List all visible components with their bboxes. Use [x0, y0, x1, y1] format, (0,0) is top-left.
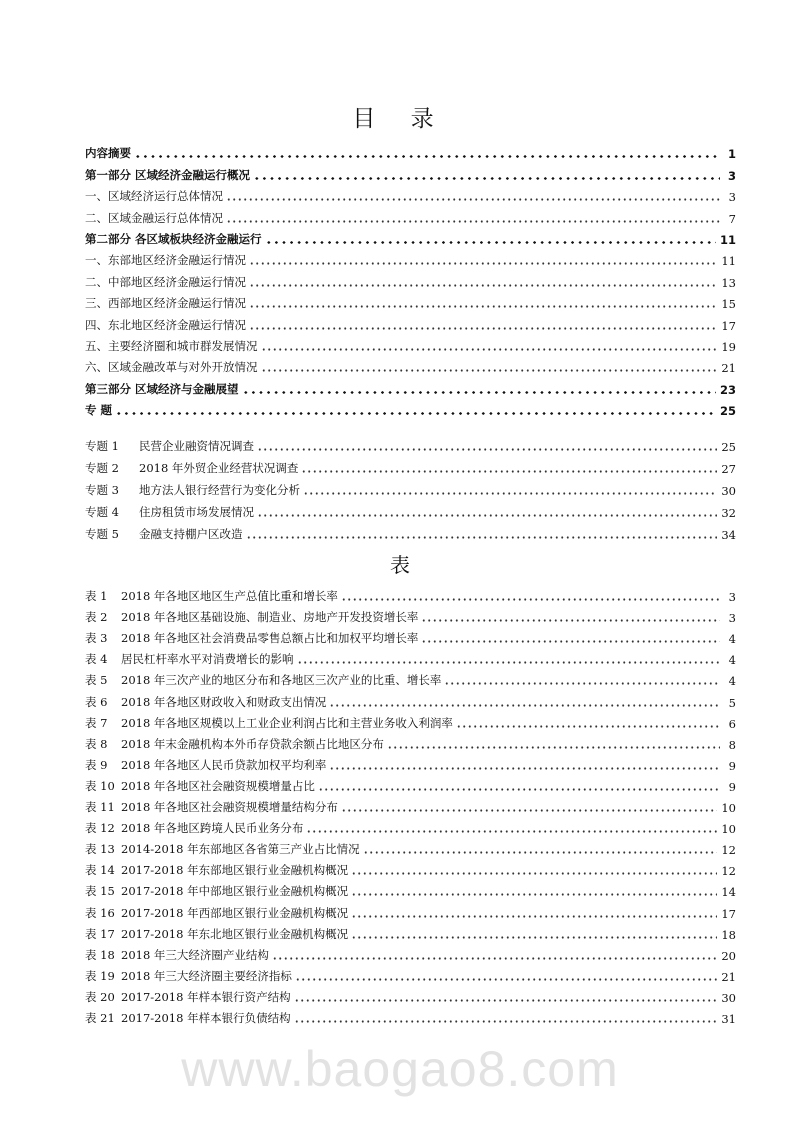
dot-leader: [387, 746, 720, 749]
entry-title: 2018 年各地区人民币贷款加权平均利率: [121, 757, 327, 772]
entry-title: 2018 年各地区社会融资规模增量占比: [121, 778, 315, 793]
toc-entry[interactable]: [85, 646, 736, 667]
dot-leader: [115, 412, 716, 415]
toc-entry[interactable]: [85, 454, 736, 476]
page-number: 4: [728, 632, 736, 647]
entry-title: 2018 年各地区社会融资规模增量结构分布: [121, 800, 338, 815]
toc-entry[interactable]: [85, 268, 736, 289]
toc-entry[interactable]: [85, 752, 736, 773]
dot-leader: [444, 682, 720, 685]
page-number: 12: [721, 864, 736, 879]
dot-leader: [242, 391, 716, 394]
entry-number: 表 2: [85, 610, 108, 625]
entry-number: 表 7: [85, 715, 108, 730]
watermark: www.baogao8.com: [181, 1041, 619, 1097]
entry-title: 地方法人银行经营行为变化分析: [139, 483, 300, 497]
dot-leader: [134, 155, 720, 158]
entry-number: 专题 3: [85, 483, 119, 497]
dot-leader: [421, 640, 720, 643]
toc-entry[interactable]: [85, 836, 736, 857]
page-number: 31: [721, 1011, 736, 1026]
entry-title: 2018 年三大经济圈主要经济指标: [121, 968, 292, 983]
dot-leader: [351, 936, 717, 939]
toc-entry[interactable]: [85, 375, 736, 396]
entry-title: 2018 年各地区社会消费品零售总额占比和加权平均增长率: [121, 631, 419, 646]
dot-leader: [329, 767, 720, 770]
toc-entry[interactable]: [85, 625, 736, 646]
dot-leader: [306, 830, 717, 833]
page-number: 3: [728, 590, 736, 605]
page-number: 9: [728, 758, 736, 773]
entry-title: 二、中部地区经济金融运行情况: [85, 274, 246, 289]
entry-title: 金融支持棚户区改造: [139, 527, 243, 541]
toc-entry[interactable]: [85, 290, 736, 311]
tables-list: [85, 583, 736, 1026]
toc-entry[interactable]: [85, 604, 736, 625]
page-title: 目 录: [352, 106, 448, 132]
dot-leader: [226, 220, 720, 223]
entry-title: 2017-2018 年中部地区银行业金融机构概况: [121, 884, 349, 899]
dot-leader: [226, 198, 720, 201]
page-number: 34: [721, 528, 736, 542]
dot-leader: [421, 619, 720, 622]
page-number: 25: [721, 440, 736, 454]
entry-title: 第三部分 区域经济与金融展望: [85, 381, 239, 396]
dot-leader: [249, 284, 717, 287]
entry-title: 2018 年各地区地区生产总值比重和增长率: [121, 589, 338, 604]
dot-leader: [351, 893, 717, 896]
toc-entry[interactable]: [85, 397, 736, 418]
toc-entry[interactable]: [85, 857, 736, 878]
dot-leader: [265, 241, 716, 244]
toc-entry[interactable]: [85, 1005, 736, 1026]
page-number: 21: [721, 969, 736, 984]
entry-number: 表 11: [85, 800, 115, 815]
page-number: 9: [728, 779, 736, 794]
page-number: 19: [721, 339, 736, 354]
entry-number: 表 6: [85, 694, 108, 709]
dot-leader: [301, 470, 717, 473]
page-number: 20: [721, 948, 736, 963]
page-number: 10: [721, 801, 736, 816]
page-number: 30: [721, 990, 736, 1005]
entry-title: 2018 年末金融机构本外币存贷款余额占比地区分布: [121, 736, 384, 751]
toc-entry[interactable]: [85, 773, 736, 794]
entry-number: 表 18: [85, 947, 115, 962]
toc-entry[interactable]: [85, 688, 736, 709]
entry-number: 专题 1: [85, 439, 119, 453]
toc-entry[interactable]: [85, 476, 736, 498]
entry-title: 三、西部地区经济金融运行情况: [85, 296, 246, 311]
toc-entry[interactable]: [85, 432, 736, 454]
toc-entry[interactable]: [85, 942, 736, 963]
dot-leader: [341, 598, 720, 601]
page-number: 3: [728, 190, 736, 205]
entry-number: 表 17: [85, 926, 115, 941]
dot-leader: [249, 262, 717, 265]
dot-leader: [294, 1020, 718, 1023]
toc-entry[interactable]: [85, 333, 736, 354]
page-number: 8: [728, 737, 736, 752]
toc-entry[interactable]: [85, 226, 736, 247]
entry-number: 表 10: [85, 778, 115, 793]
dot-leader: [456, 725, 720, 728]
toc-entry[interactable]: [85, 794, 736, 815]
special-topics-list: [85, 432, 736, 542]
entry-number: 表 8: [85, 736, 108, 751]
page-number: 6: [728, 716, 736, 731]
toc-entry[interactable]: [85, 878, 736, 899]
entry-title: 内容摘要: [85, 146, 131, 161]
entry-title: 专 题: [85, 403, 113, 418]
entry-title: 六、区域金融改革与对外开放情况: [85, 360, 258, 375]
entry-title: 2017-2018 年样本银行负债结构: [121, 1010, 291, 1025]
page-number: 30: [721, 484, 736, 498]
dot-leader: [295, 978, 717, 981]
dot-leader: [249, 305, 717, 308]
toc-entry[interactable]: [85, 520, 736, 542]
entry-title: 2017-2018 年西部地区银行业金融机构概况: [121, 905, 349, 920]
page-number: 11: [719, 232, 736, 247]
dot-leader: [294, 999, 718, 1002]
entry-title: 住房租赁市场发展情况: [139, 505, 254, 519]
page-number: 15: [721, 297, 736, 312]
page-number: 25: [719, 404, 736, 419]
dot-leader: [351, 915, 717, 918]
entry-number: 表 16: [85, 905, 115, 920]
entry-number: 表 5: [85, 673, 108, 688]
entry-number: 表 15: [85, 884, 115, 899]
page-number: 17: [721, 318, 736, 333]
entry-number: 表 4: [85, 652, 108, 667]
entry-title: 2018 年外贸企业经营状况调查: [139, 461, 299, 475]
tables-heading: 表: [390, 553, 410, 577]
dot-leader: [257, 448, 717, 451]
toc-entry[interactable]: [85, 731, 736, 752]
page-number: 32: [721, 506, 736, 520]
entry-title: 2018 年各地区跨境人民币业务分布: [121, 821, 304, 836]
dot-leader: [261, 348, 718, 351]
entry-title: 2018 年各地区基础设施、制造业、房地产开发投资增长率: [121, 610, 419, 625]
entry-title: 一、区域经济运行总体情况: [85, 189, 223, 204]
entry-title: 2017-2018 年东北地区银行业金融机构概况: [121, 926, 349, 941]
page-number: 17: [721, 906, 736, 921]
dot-leader: [351, 872, 717, 875]
page-number: 10: [721, 822, 736, 837]
page-number: 23: [719, 382, 736, 397]
entry-number: 专题 4: [85, 505, 119, 519]
entry-title: 2017-2018 年东部地区银行业金融机构概况: [121, 863, 349, 878]
toc-entry[interactable]: [85, 161, 736, 182]
entry-number: 表 3: [85, 631, 108, 646]
toc-entry[interactable]: [85, 140, 736, 161]
entry-title: 2018 年三大经济圈产业结构: [121, 947, 269, 962]
toc-entry[interactable]: [85, 311, 736, 332]
entry-title: 四、东北地区经济金融运行情况: [85, 317, 246, 332]
entry-number: 表 14: [85, 863, 115, 878]
entry-title: 2018 年三次产业的地区分布和各地区三次产业的比重、增长率: [121, 673, 442, 688]
entry-title: 2017-2018 年样本银行资产结构: [121, 989, 291, 1004]
entry-title: 2018 年各地区财政收入和财政支出情况: [121, 694, 327, 709]
dot-leader: [261, 369, 718, 372]
page-number: 11: [721, 254, 736, 269]
page-number: 21: [721, 361, 736, 376]
dot-leader: [329, 704, 720, 707]
dot-leader: [249, 327, 717, 330]
entry-number: 表 12: [85, 821, 115, 836]
dot-leader: [341, 809, 717, 812]
page-number: 4: [728, 653, 736, 668]
entry-number: 表 13: [85, 842, 115, 857]
entry-title: 五、主要经济圈和城市群发展情况: [85, 338, 258, 353]
dot-leader: [246, 536, 718, 539]
dot-leader: [303, 492, 717, 495]
entry-title: 二、区域金融运行总体情况: [85, 210, 223, 225]
toc-entry[interactable]: [85, 247, 736, 268]
dot-leader: [272, 957, 717, 960]
dot-leader: [253, 177, 720, 180]
toc-entry[interactable]: [85, 921, 736, 942]
toc-entry[interactable]: [85, 899, 736, 920]
entry-title: 第一部分 区域经济金融运行概况: [85, 167, 251, 182]
page-number: 5: [728, 695, 736, 710]
toc-list: [85, 140, 736, 418]
page-number: 12: [721, 843, 736, 858]
toc-entry[interactable]: [85, 815, 736, 836]
page-number: 1: [727, 147, 736, 162]
toc-entry[interactable]: [85, 354, 736, 375]
toc-entry[interactable]: [85, 963, 736, 984]
page-number: 18: [721, 927, 736, 942]
page-number: 4: [728, 674, 736, 689]
entry-title: 居民杠杆率水平对消费增长的影响: [121, 652, 294, 667]
dot-leader: [257, 514, 717, 517]
page-number: 7: [728, 211, 736, 226]
entry-number: 表 20: [85, 989, 115, 1004]
entry-title: 一、东部地区经济金融运行情况: [85, 253, 246, 268]
entry-title: 第二部分 各区域板块经济金融运行: [85, 231, 262, 246]
toc-entry[interactable]: [85, 498, 736, 520]
entry-number: 表 9: [85, 757, 108, 772]
entry-number: 表 1: [85, 589, 108, 604]
page-number: 14: [721, 885, 736, 900]
toc-entry[interactable]: [85, 710, 736, 731]
entry-title: 民营企业融资情况调查: [139, 439, 254, 453]
entry-number: 表 21: [85, 1010, 115, 1025]
page-number: 3: [727, 168, 736, 183]
page-number: 27: [721, 462, 736, 476]
entry-number: 表 19: [85, 968, 115, 983]
dot-leader: [318, 788, 720, 791]
entry-number: 专题 2: [85, 461, 119, 475]
toc-entry[interactable]: [85, 583, 736, 604]
toc-entry[interactable]: [85, 667, 736, 688]
entry-title: 2018 年各地区规模以上工业企业利润占比和主营业务收入利润率: [121, 715, 453, 730]
dot-leader: [363, 851, 718, 854]
dot-leader: [297, 661, 721, 664]
toc-entry[interactable]: [85, 204, 736, 225]
entry-number: 专题 5: [85, 527, 119, 541]
entry-title: 2014-2018 年东部地区各省第三产业占比情况: [121, 842, 360, 857]
toc-entry[interactable]: [85, 984, 736, 1005]
page-number: 13: [721, 275, 736, 290]
toc-entry[interactable]: [85, 183, 736, 204]
page-number: 3: [728, 611, 736, 626]
